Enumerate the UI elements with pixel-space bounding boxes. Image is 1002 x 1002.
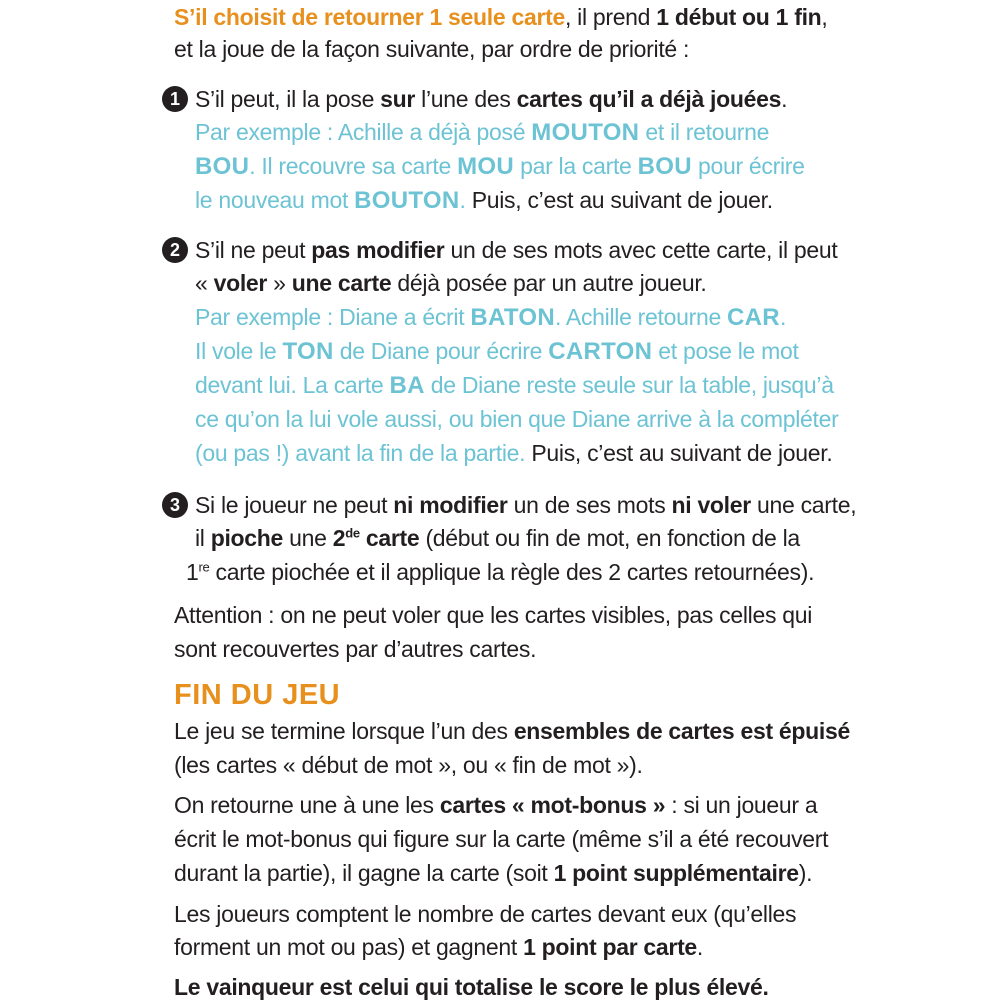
rule3-line-3: 1re carte piochée et il applique la règle des 2 cartes retournées). <box>186 559 815 585</box>
fin-p2-line-3: durant la partie), il gagne la carte (soit 1 point supplémentaire). <box>174 860 813 886</box>
rule1-line-4: le nouveau mot BOUTON. Puis, c’est au suivant de jouer. <box>195 187 773 214</box>
attention-line-2: sont recouvertes par d’autres cartes. <box>174 636 537 662</box>
number-1-icon: 1 <box>162 86 188 112</box>
rule2-line-3: Par exemple : Diane a écrit BATON. Achille retourne CAR. <box>195 304 787 331</box>
fin-p2-line-1: On retourne une à une les cartes « mot-bonus » : si un joueur a <box>174 792 818 818</box>
attention-line-1: Attention : on ne peut voler que les cartes visibles, pas celles qui <box>174 602 813 628</box>
fin-p3-line-1: Les joueurs comptent le nombre de cartes devant eux (qu’elles <box>174 901 797 927</box>
number-2-icon: 2 <box>162 237 188 263</box>
rule2-line-2: « voler » une carte déjà posée par un autre joueur. <box>195 270 707 296</box>
rule3-line-1: Si le joueur ne peut ni modifier un de ses mots ni voler une carte, <box>195 492 857 518</box>
intro-line-1: S’il choisit de retourner 1 seule carte, il prend 1 début ou 1 fin, <box>174 4 828 30</box>
fin-p1-line-2: (les cartes « début de mot », ou « fin de mot »). <box>174 752 643 778</box>
fin-winner-line: Le vainqueur est celui qui totalise le score le plus élevé. <box>174 974 769 1000</box>
fin-p1-line-1: Le jeu se termine lorsque l’un des ensembles de cartes est épuisé <box>174 718 850 744</box>
rule3-line-2: il pioche une 2de carte (début ou fin de mot, en fonction de la <box>195 525 800 551</box>
rule1-line-3: BOU. Il recouvre sa carte MOU par la carte BOU pour écrire <box>195 153 805 180</box>
fin-p3-line-2: forment un mot ou pas) et gagnent 1 point par carte. <box>174 934 704 960</box>
rule2-line-4: Il vole le TON de Diane pour écrire CARTON et pose le mot <box>195 338 799 365</box>
rule2-line-7: (ou pas !) avant la fin de la partie. Puis, c’est au suivant de jouer. <box>195 440 833 466</box>
rule2-line-1: S’il ne peut pas modifier un de ses mots avec cette carte, il peut <box>195 237 838 263</box>
intro-line-2: et la joue de la façon suivante, par ordre de priorité : <box>174 36 690 62</box>
rule2-line-5: devant lui. La carte BA de Diane reste seule sur la table, jusqu’à <box>195 372 834 399</box>
rule2-line-6: ce qu’on la lui vole aussi, ou bien que Diane arrive à la compléter <box>195 406 839 432</box>
rule1-line-2: Par exemple : Achille a déjà posé MOUTON et il retourne <box>195 119 770 146</box>
section-heading-fin-du-jeu: FIN DU JEU <box>174 679 341 711</box>
rule1-line-1: S’il peut, il la pose sur l’une des cartes qu’il a déjà jouées. <box>195 86 788 112</box>
fin-p2-line-2: écrit le mot-bonus qui figure sur la carte (même s’il a été recouvert <box>174 826 829 852</box>
number-3-icon: 3 <box>162 492 188 518</box>
